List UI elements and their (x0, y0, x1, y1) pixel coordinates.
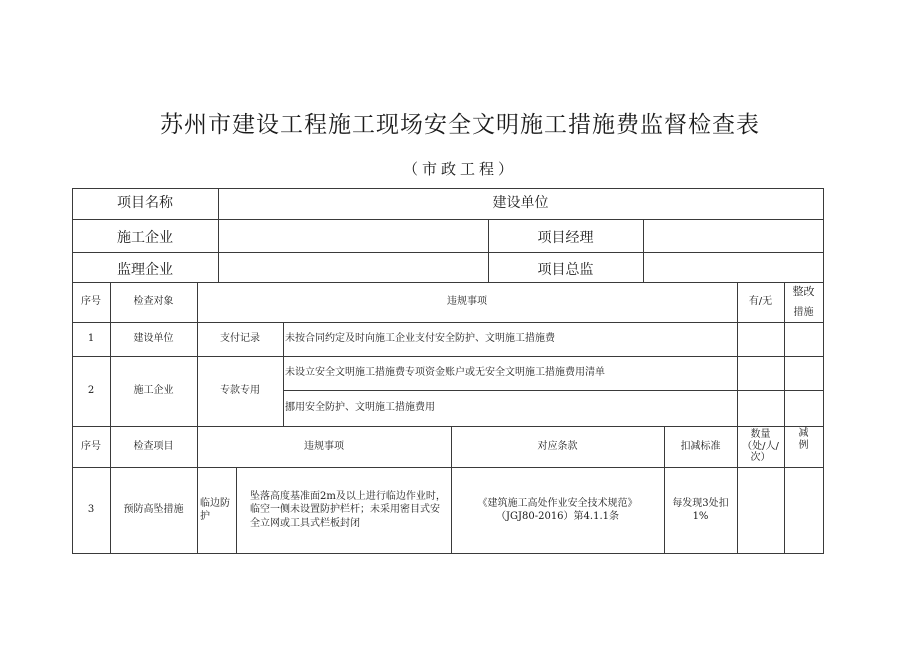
row-seq: 3 (87, 504, 95, 516)
page-title: 苏州市建设工程施工现场安全文明施工措施费监督检查表 (160, 112, 760, 138)
table-line (643, 219, 644, 282)
row-clause: 《建筑施工高处作业安全技术规范》（JGJ80-2016）第4.1.1条 (477, 497, 638, 522)
row-sub-item-line2: 护 (200, 511, 210, 522)
row-object: 施工企业 (133, 385, 174, 397)
supervisor-label: 监理企业 (117, 261, 173, 278)
header-violation: 违规事项 (447, 296, 487, 308)
header2-quantity-line1: 数量 (750, 429, 771, 441)
header2-quantity (737, 426, 784, 467)
row-sub-item (197, 467, 236, 553)
page-subtitle: （市政工程） (402, 160, 517, 178)
row-standard (664, 467, 737, 553)
header-rectify-bottom: 措施 (793, 306, 814, 318)
header2-standard: 扣减标准 (680, 440, 721, 452)
row-item: 预防高坠措施 (123, 504, 184, 516)
header2-item: 检查项目 (133, 440, 174, 452)
header2-clause: 对应条款 (537, 440, 578, 452)
row-violation: 未按合同约定及时向施工企业支付安全防护、文明施工措施费 (285, 333, 555, 345)
header2-seq: 序号 (81, 440, 101, 452)
header2-quantity-line2: （处/人/ (742, 440, 779, 452)
header-object: 检查对象 (133, 296, 174, 308)
row-item: 支付记录 (220, 333, 260, 345)
project-name-label: 项目名称 (117, 195, 173, 212)
header-seq: 序号 (81, 296, 101, 308)
row-seq: 1 (87, 333, 95, 345)
row-violation: 坠落高度基准面2m及以上进行临边作业时，临空一侧未设置防护栏杆；未采用密目式安全立网或工具式栏板封闭 (250, 490, 446, 529)
header2-deduct-line2: 例 (798, 439, 809, 451)
chief-supervisor-label: 项目总监 (537, 261, 594, 278)
row-standard-line1: 每发现3处扣 (672, 497, 729, 509)
header-yes-no: 有/无 (748, 296, 773, 308)
header-rectify (784, 282, 823, 322)
row-object: 建设单位 (133, 333, 174, 345)
row-seq: 2 (87, 385, 95, 397)
header2-deduct-line1: 减 (798, 428, 809, 439)
header2-violation: 违规事项 (304, 440, 344, 452)
table-line (72, 553, 824, 554)
project-manager-label: 项目经理 (537, 230, 594, 247)
row-standard-line2: 1% (692, 511, 709, 522)
row-violation: 未设立安全文明施工措施费专项资金账户或无安全文明施工措施费用清单 (285, 367, 605, 379)
header-rectify-top: 整改 (792, 284, 815, 298)
row-item: 专款专用 (220, 385, 260, 397)
table-line (823, 188, 824, 554)
builder-label: 建设单位 (492, 195, 549, 212)
contractor-label: 施工企业 (117, 230, 173, 247)
row-sub-item-line1: 临边防 (200, 497, 230, 509)
header2-deduct (784, 426, 823, 467)
row-violation: 挪用安全防护、文明施工措施费用 (285, 402, 435, 414)
header2-quantity-line3: 次） (750, 452, 771, 464)
